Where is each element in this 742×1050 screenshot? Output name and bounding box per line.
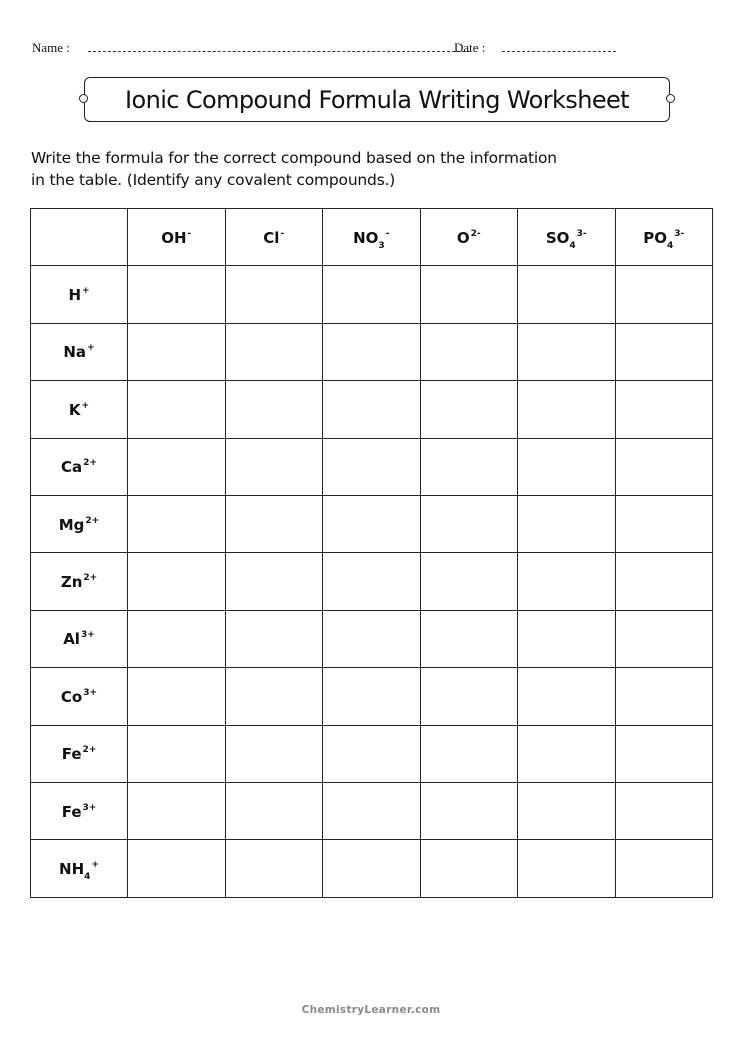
anion-charge: 2- [470, 228, 481, 239]
cation-charge: 2+ [85, 515, 100, 526]
anion-formula [457, 229, 481, 247]
cation-charge: + [87, 343, 95, 354]
anion-header-row [31, 209, 713, 266]
name-field[interactable] [88, 51, 470, 52]
anion-charge: - [187, 228, 192, 239]
instructions-line-2: in the table. (Identify any covalent compounds.) [31, 171, 396, 189]
answer-cell[interactable] [323, 266, 421, 323]
cation-formula [59, 859, 99, 882]
anion-header-cell [518, 209, 616, 266]
cation-charge: + [91, 859, 99, 870]
anion-symbol: Cl [263, 228, 280, 247]
corner-cell [31, 209, 128, 266]
cation-symbol: Al [63, 630, 80, 649]
answer-cell[interactable] [518, 495, 616, 552]
answer-cell[interactable] [420, 266, 518, 323]
cation-symbol: H [68, 286, 81, 305]
answer-cell[interactable] [225, 438, 323, 495]
answer-cell[interactable] [128, 668, 226, 725]
title-banner [84, 77, 670, 122]
answer-cell[interactable] [225, 782, 323, 839]
answer-cell[interactable] [518, 381, 616, 438]
date-field[interactable] [502, 51, 616, 52]
answer-cell[interactable] [615, 725, 713, 782]
answer-cell[interactable] [518, 323, 616, 380]
table-row [31, 438, 713, 495]
cation-formula [68, 286, 89, 304]
answer-cell[interactable] [420, 438, 518, 495]
cation-symbol: Co [60, 687, 83, 706]
answer-cell[interactable] [128, 782, 226, 839]
cation-header-cell [31, 381, 128, 438]
cation-symbol: NH [59, 859, 85, 878]
answer-cell[interactable] [420, 553, 518, 610]
answer-cell[interactable] [615, 495, 713, 552]
cation-formula [62, 745, 97, 763]
answer-cell[interactable] [225, 553, 323, 610]
answer-cell[interactable] [128, 381, 226, 438]
answer-cell[interactable] [225, 668, 323, 725]
answer-cell[interactable] [615, 438, 713, 495]
answer-cell[interactable] [128, 323, 226, 380]
cation-symbol: Zn [60, 573, 83, 592]
answer-cell[interactable] [225, 840, 323, 897]
answer-cell[interactable] [323, 438, 421, 495]
anion-symbol: NO [353, 228, 379, 247]
cation-formula [61, 458, 97, 476]
anion-subscript: 4 [666, 240, 674, 251]
banner-knob-right-icon [666, 94, 675, 103]
cation-header-cell [31, 610, 128, 667]
name-label: Name : [32, 40, 70, 55]
table-row [31, 840, 713, 897]
answer-cell[interactable] [420, 725, 518, 782]
answer-cell[interactable] [128, 840, 226, 897]
cation-header-cell [31, 495, 128, 552]
anion-symbol: PO [643, 228, 667, 247]
cation-formula [69, 401, 89, 419]
cation-formula [63, 343, 94, 361]
anion-header-cell [225, 209, 323, 266]
anion-formula [545, 228, 587, 251]
footer-credit: ChemistryLearner.com [301, 1004, 441, 1016]
anion-formula [353, 228, 390, 251]
answer-cell[interactable] [225, 495, 323, 552]
table-row [31, 266, 713, 323]
anion-charge: 3- [674, 228, 685, 239]
answer-cell[interactable] [615, 668, 713, 725]
answer-cell[interactable] [518, 782, 616, 839]
answer-cell[interactable] [518, 840, 616, 897]
cation-formula [59, 516, 99, 534]
cation-header-cell [31, 438, 128, 495]
answer-cell[interactable] [420, 381, 518, 438]
cation-symbol: Ca [61, 458, 83, 477]
cation-charge: 2+ [83, 458, 97, 469]
cation-subscript: 4 [84, 871, 91, 882]
cation-header-cell [31, 725, 128, 782]
answer-cell[interactable] [323, 610, 421, 667]
answer-cell[interactable] [420, 668, 518, 725]
answer-cell[interactable] [615, 840, 713, 897]
cation-header-cell [31, 553, 128, 610]
answer-cell[interactable] [615, 782, 713, 839]
anion-subscript: 3 [378, 240, 385, 251]
name-date-row [32, 40, 632, 60]
answer-cell[interactable] [615, 610, 713, 667]
anion-formula [263, 229, 284, 247]
answer-cell[interactable] [323, 323, 421, 380]
answer-cell[interactable] [128, 610, 226, 667]
cation-symbol: Fe [61, 745, 82, 764]
answer-cell[interactable] [225, 610, 323, 667]
cation-header-cell [31, 840, 128, 897]
cation-symbol: K [68, 400, 81, 419]
table-row [31, 668, 713, 725]
answer-cell[interactable] [420, 782, 518, 839]
answer-cell[interactable] [420, 495, 518, 552]
cation-header-cell [31, 668, 128, 725]
answer-cell[interactable] [323, 553, 421, 610]
cation-formula [62, 803, 97, 821]
cation-symbol: Fe [61, 802, 82, 821]
answer-cell[interactable] [420, 610, 518, 667]
cation-header-cell [31, 266, 128, 323]
cation-formula [61, 573, 97, 591]
answer-cell[interactable] [225, 266, 323, 323]
cation-symbol: Na [63, 343, 87, 362]
answer-cell[interactable] [225, 725, 323, 782]
anion-subscript: 4 [569, 240, 576, 251]
table-row [31, 725, 713, 782]
instructions [31, 147, 691, 191]
answer-cell[interactable] [323, 840, 421, 897]
answer-cell[interactable] [323, 782, 421, 839]
answer-cell[interactable] [518, 266, 616, 323]
anion-header-cell [420, 209, 518, 266]
cation-charge: + [81, 400, 90, 411]
page-title: Ionic Compound Formula Writing Worksheet [125, 86, 629, 114]
answer-cell[interactable] [225, 381, 323, 438]
answer-cell[interactable] [615, 381, 713, 438]
anion-symbol: SO [545, 228, 570, 247]
instructions-line-1: Write the formula for the correct compound based on the information [31, 149, 557, 167]
table-row [31, 381, 713, 438]
table-row [31, 323, 713, 380]
answer-cell[interactable] [225, 323, 323, 380]
answer-cell[interactable] [323, 495, 421, 552]
anion-charge: - [385, 228, 390, 239]
answer-cell[interactable] [128, 725, 226, 782]
answer-cell[interactable] [420, 323, 518, 380]
answer-cell[interactable] [323, 725, 421, 782]
answer-cell[interactable] [128, 495, 226, 552]
answer-cell[interactable] [615, 553, 713, 610]
cation-formula [61, 688, 97, 706]
answer-cell[interactable] [128, 438, 226, 495]
table-row [31, 782, 713, 839]
cation-formula [63, 630, 95, 648]
cation-charge: + [82, 286, 90, 297]
anion-charge: - [280, 228, 285, 239]
anion-formula [643, 228, 685, 251]
cation-header-cell [31, 782, 128, 839]
answer-cell[interactable] [420, 840, 518, 897]
answer-cell[interactable] [518, 553, 616, 610]
answer-cell[interactable] [518, 668, 616, 725]
table-row [31, 610, 713, 667]
anion-charge: 3- [576, 228, 587, 239]
anion-symbol: OH [161, 228, 187, 247]
answer-cell[interactable] [518, 725, 616, 782]
anion-formula [161, 229, 191, 247]
cation-charge: 3+ [82, 802, 97, 813]
answer-cell[interactable] [615, 323, 713, 380]
anion-header-cell [128, 209, 226, 266]
answer-cell[interactable] [128, 266, 226, 323]
table-row [31, 495, 713, 552]
anion-symbol: O [456, 228, 470, 247]
answer-cell[interactable] [518, 610, 616, 667]
anion-header-cell [323, 209, 421, 266]
cation-charge: 2+ [82, 745, 97, 756]
answer-cell[interactable] [128, 553, 226, 610]
cation-symbol: Mg [58, 515, 85, 534]
date-label: Date : [454, 40, 486, 55]
answer-cell[interactable] [323, 668, 421, 725]
answer-cell[interactable] [323, 381, 421, 438]
compound-table [30, 208, 713, 898]
anion-header-cell [615, 209, 713, 266]
cation-charge: 2+ [83, 573, 98, 584]
cation-charge: 3+ [80, 630, 95, 641]
answer-cell[interactable] [518, 438, 616, 495]
cation-header-cell [31, 323, 128, 380]
answer-cell[interactable] [615, 266, 713, 323]
table-row [31, 553, 713, 610]
cation-charge: 3+ [83, 687, 98, 698]
